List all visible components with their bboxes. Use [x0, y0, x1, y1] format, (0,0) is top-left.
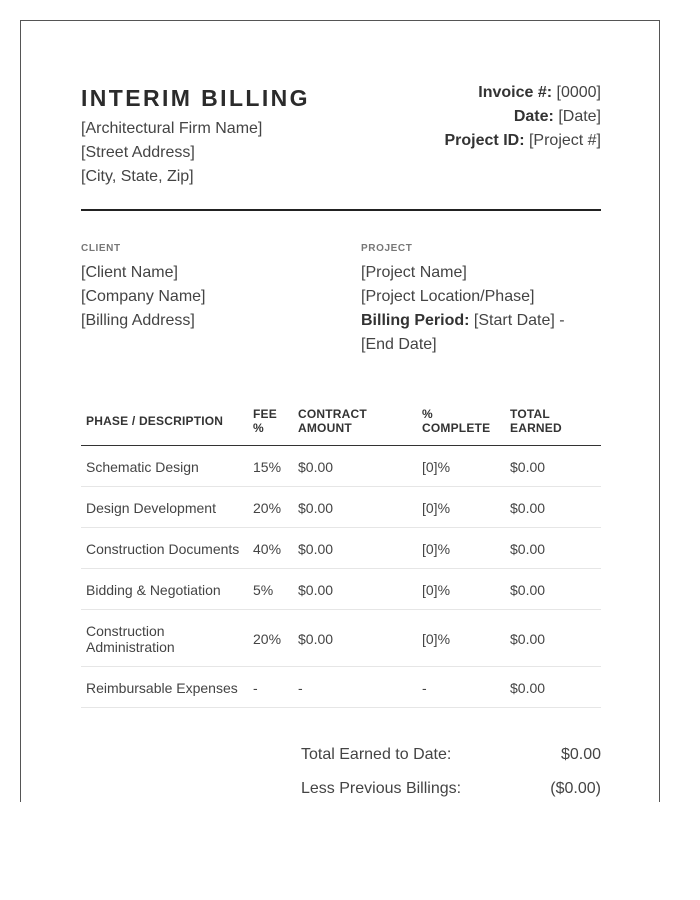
- column-header-fee-line2: %: [253, 421, 264, 435]
- invoice-page: [20, 20, 660, 802]
- row-5-phase: Construction Administration: [86, 623, 175, 655]
- header-divider: [81, 209, 601, 211]
- column-header-contract-line2: AMOUNT: [298, 421, 352, 435]
- total-earned-value: $0.00: [560, 746, 601, 763]
- client-company: [Company Name]: [81, 288, 206, 305]
- row-4-phase: Bidding & Negotiation: [86, 582, 221, 598]
- previous-billings-label: Less Previous Billings:: [301, 780, 462, 797]
- row-6-contract: -: [298, 680, 303, 696]
- row-4-complete: [0]%: [422, 582, 451, 598]
- invoice-number-value: [0000]: [556, 84, 601, 101]
- client-section-label: CLIENT: [81, 243, 121, 254]
- column-header-earned-line2: EARNED: [510, 421, 562, 435]
- column-header-percent-complete: [422, 407, 490, 435]
- invoice-number: [478, 84, 601, 102]
- row-1-earned: $0.00: [510, 459, 546, 475]
- invoice-date: [514, 108, 601, 126]
- invoice-title: INTERIM BILLING: [81, 85, 310, 111]
- firm-name: [Architectural Firm Name]: [81, 120, 263, 137]
- project-section-label: PROJECT: [361, 243, 413, 254]
- row-2-contract: $0.00: [298, 500, 334, 516]
- billing-period-start: [Start Date] -: [473, 312, 565, 329]
- invoice-date-value: [Date]: [558, 108, 601, 125]
- column-header-complete-line1: %: [422, 407, 433, 421]
- client-name: [Client Name]: [81, 264, 178, 281]
- project-id-label: Project ID:: [444, 132, 525, 149]
- row-3-contract: $0.00: [298, 541, 334, 557]
- column-header-fee-line1: FEE: [253, 407, 277, 421]
- row-6-fee: -: [253, 680, 258, 696]
- column-header-complete-line2: COMPLETE: [422, 421, 491, 435]
- row-1-contract: $0.00: [298, 459, 334, 475]
- row-divider: [81, 568, 601, 569]
- row-6-complete: -: [422, 680, 427, 696]
- row-3-complete: [0]%: [422, 541, 451, 557]
- row-5-earned: $0.00: [510, 631, 546, 647]
- row-1-fee: 15%: [253, 459, 282, 475]
- row-6-phase: Reimbursable Expenses: [86, 680, 238, 696]
- row-2-fee: 20%: [253, 500, 282, 516]
- project-name: [Project Name]: [361, 264, 467, 281]
- column-header-phase: PHASE / DESCRIPTION: [86, 414, 224, 428]
- total-earned-label: Total Earned to Date:: [301, 746, 452, 763]
- billing-period-label: Billing Period:: [361, 312, 470, 329]
- column-header-contract-amount: [298, 407, 367, 435]
- project-id-value: [Project #]: [528, 132, 601, 149]
- row-divider: [81, 527, 601, 528]
- row-1-complete: [0]%: [422, 459, 451, 475]
- table-header-rule: [81, 445, 601, 446]
- client-address: [Billing Address]: [81, 312, 195, 329]
- row-5-contract: $0.00: [298, 631, 334, 647]
- firm-street: [Street Address]: [81, 144, 195, 161]
- column-header-earned-line1: TOTAL: [510, 407, 550, 421]
- row-6-earned: $0.00: [510, 680, 546, 696]
- firm-city: [City, State, Zip]: [81, 168, 194, 185]
- column-header-total-earned: [510, 407, 562, 435]
- row-5-fee: 20%: [253, 631, 282, 647]
- column-header-contract-line1: CONTRACT: [298, 407, 367, 421]
- billing-period-end: [End Date]: [361, 336, 437, 353]
- row-divider: [81, 666, 601, 667]
- row-divider: [81, 486, 601, 487]
- row-3-earned: $0.00: [510, 541, 546, 557]
- invoice-number-label: Invoice #:: [478, 84, 553, 101]
- row-5-complete: [0]%: [422, 631, 451, 647]
- row-divider: [81, 609, 601, 610]
- column-header-fee: [253, 407, 277, 435]
- row-3-fee: 40%: [253, 541, 282, 557]
- row-divider: [81, 707, 601, 708]
- row-4-contract: $0.00: [298, 582, 334, 598]
- row-3-phase: Construction Documents: [86, 541, 240, 557]
- invoice-date-label: Date:: [513, 108, 554, 125]
- project-id: [445, 132, 602, 150]
- project-location: [Project Location/Phase]: [361, 288, 535, 305]
- row-2-complete: [0]%: [422, 500, 451, 516]
- previous-billings-value: ($0.00): [550, 780, 601, 797]
- row-2-earned: $0.00: [510, 500, 546, 516]
- row-4-fee: 5%: [253, 582, 274, 598]
- row-4-earned: $0.00: [510, 582, 546, 598]
- row-1-phase: Schematic Design: [86, 459, 199, 475]
- billing-period: [361, 312, 565, 330]
- row-2-phase: Design Development: [86, 500, 216, 516]
